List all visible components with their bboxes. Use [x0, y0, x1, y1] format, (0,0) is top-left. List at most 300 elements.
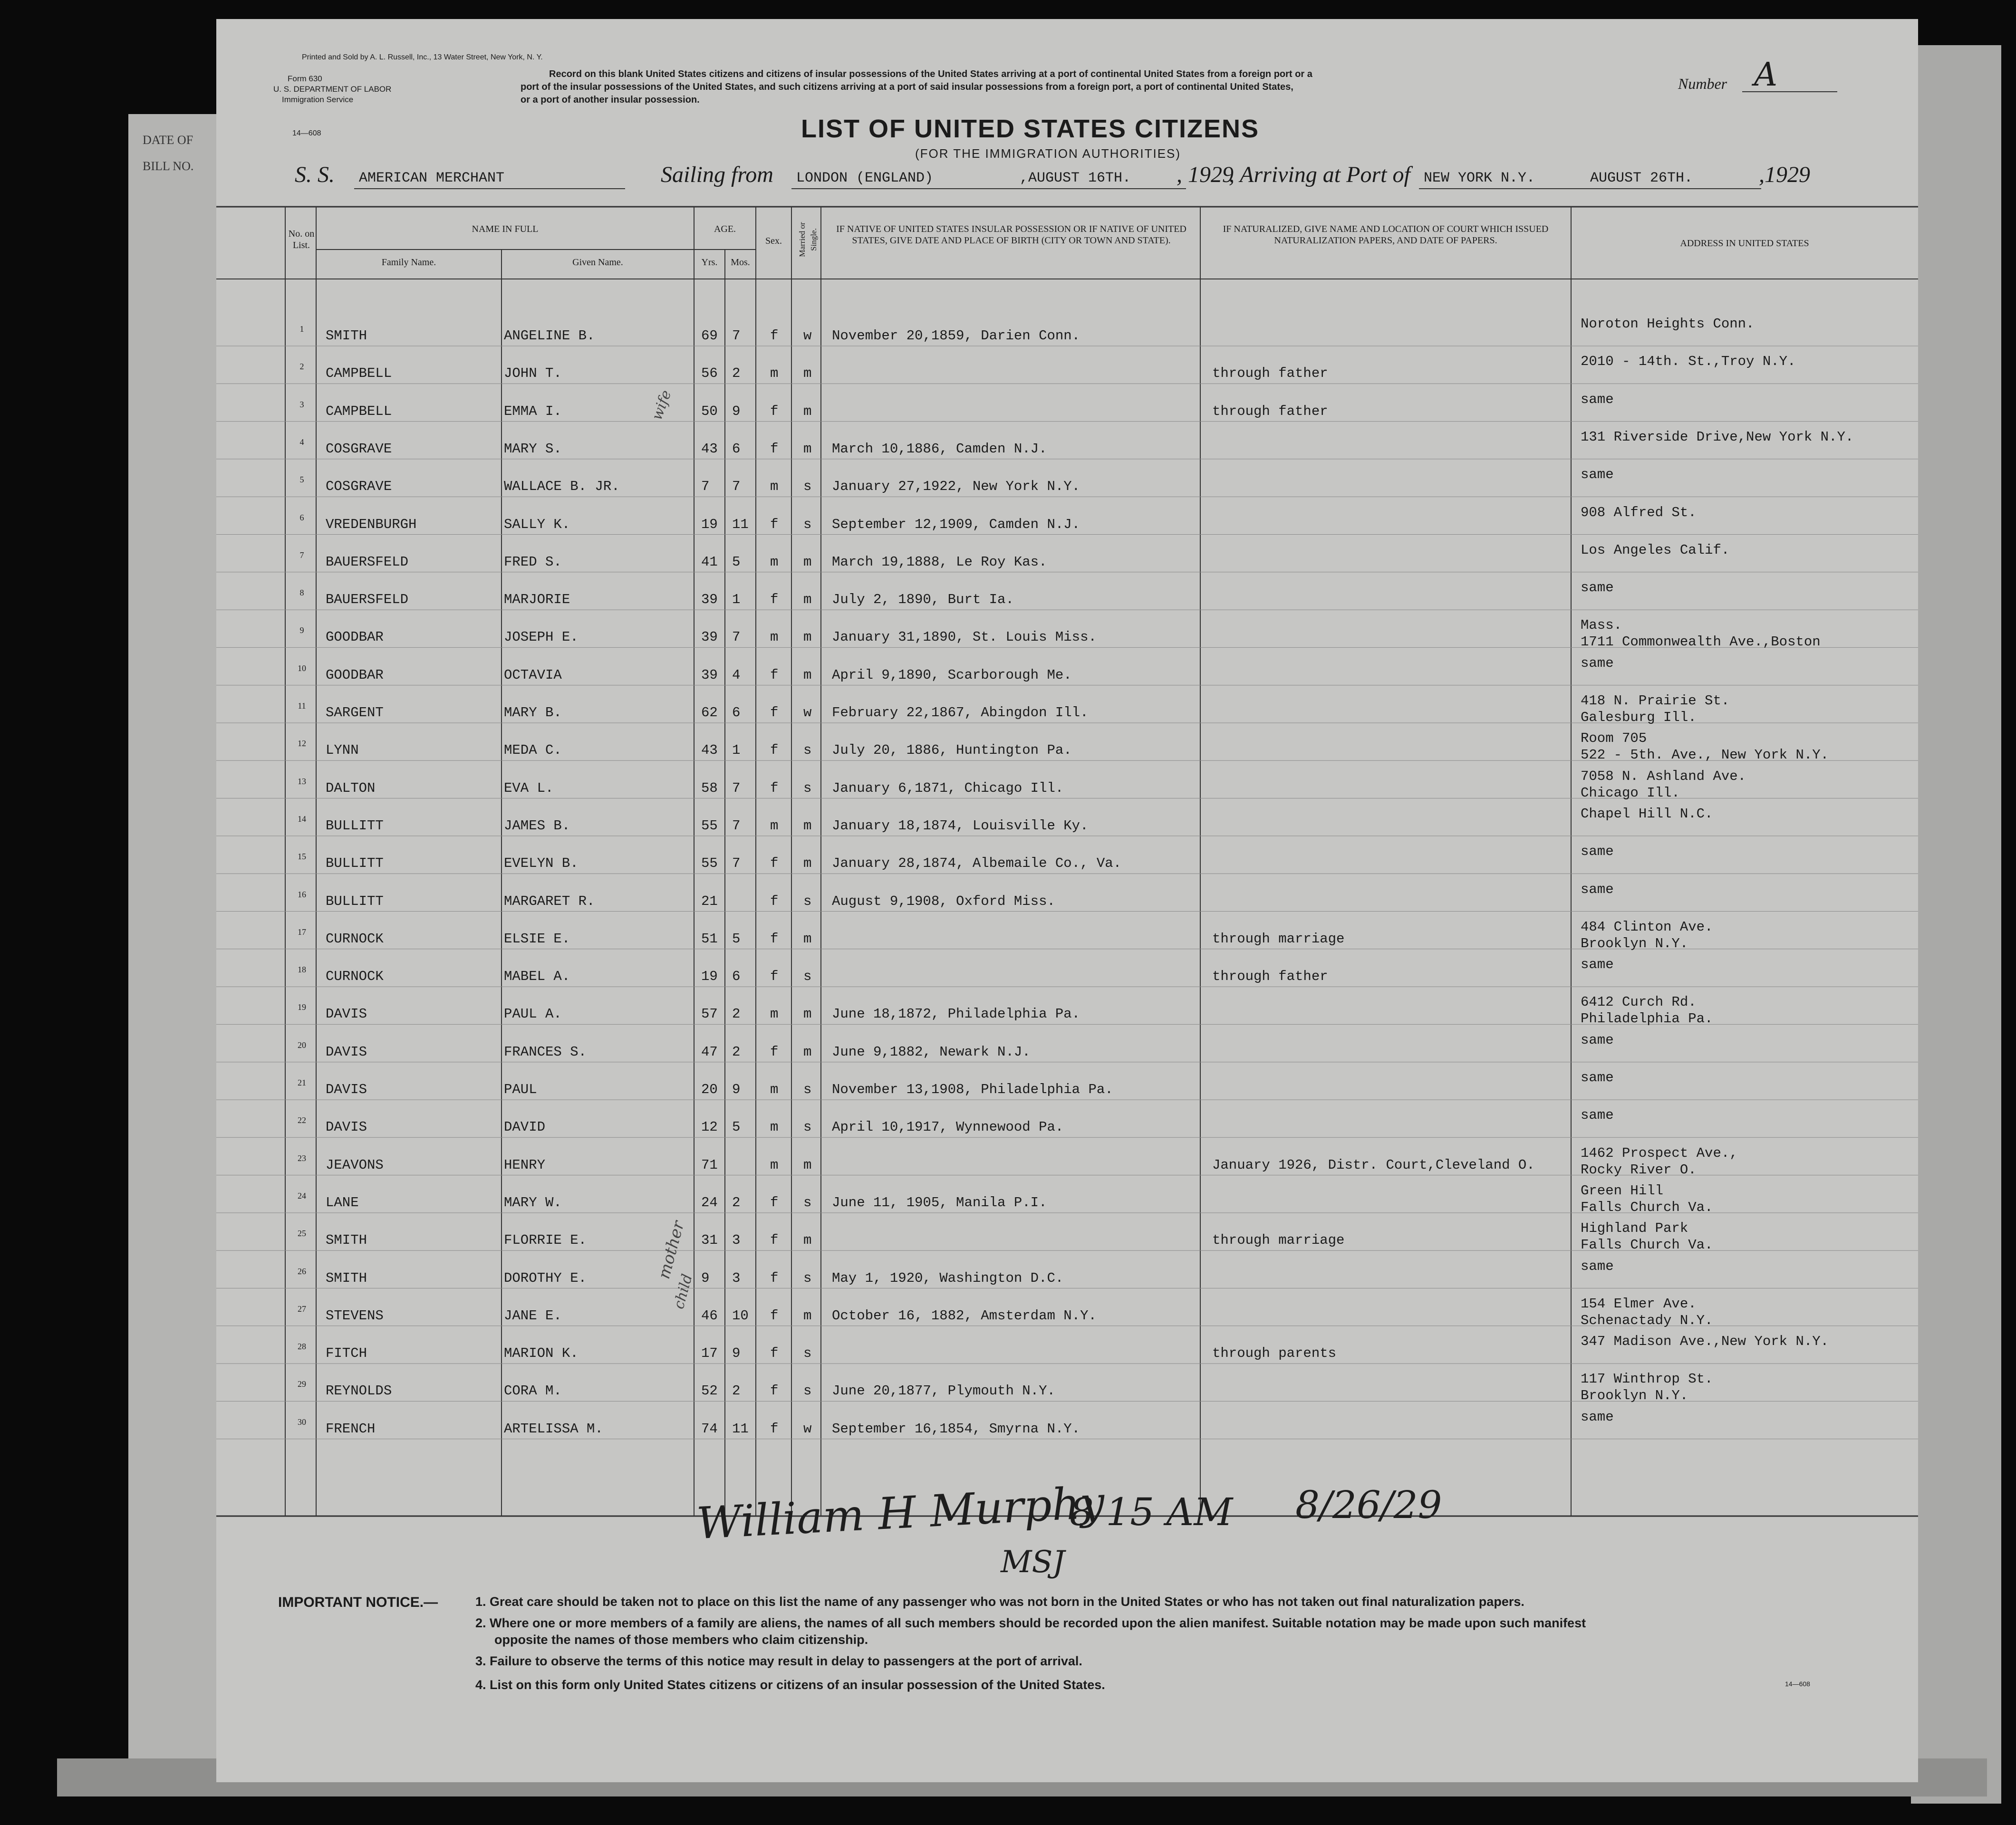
address-line-1: Mass.: [1581, 617, 1622, 634]
address-line-1: Los Angeles Calif.: [1581, 542, 1730, 558]
family-name: FITCH: [326, 1345, 367, 1362]
col-sex: Sex.: [765, 236, 782, 246]
sex: f: [770, 328, 779, 344]
birth-info: April 10,1917, Wynnewood Pa.: [832, 1119, 1064, 1135]
address-line-1: 908 Alfred St.: [1581, 504, 1697, 520]
age-months: 5: [732, 554, 741, 570]
age-years: 9: [701, 1270, 710, 1286]
sailing-from-label: Sailing from: [661, 162, 773, 187]
stub-date-label: DATE OF: [143, 133, 193, 147]
notice-item-2-cont: opposite the names of those members who claim citizenship.: [494, 1633, 868, 1647]
age-years: 39: [701, 629, 718, 645]
birth-info: January 28,1874, Albemaile Co., Va.: [832, 855, 1122, 872]
family-name: VREDENBURGH: [326, 516, 417, 532]
form-code-bottom: 14—608: [1785, 1680, 1810, 1688]
row-number: 13: [298, 776, 306, 786]
family-name: SMITH: [326, 1270, 367, 1286]
sex: f: [770, 441, 779, 457]
birth-info: June 9,1882, Newark N.J.: [832, 1044, 1031, 1060]
age-months: 7: [732, 817, 741, 834]
ship-name: AMERICAN MERCHANT: [359, 170, 505, 186]
age-months: 7: [732, 479, 741, 495]
margin-note-child: child: [670, 1272, 696, 1311]
age-years: 58: [701, 780, 718, 796]
marital-status: s: [803, 1270, 812, 1286]
naturalization: January 1926, Distr. Court,Cleveland O.: [1212, 1157, 1535, 1173]
marital-status: m: [803, 1307, 812, 1324]
given-name: EVELYN B.: [504, 855, 579, 872]
age-years: 24: [701, 1194, 718, 1210]
row-number: 16: [298, 889, 306, 899]
address-line-1: 6412 Curch Rd.: [1581, 994, 1697, 1010]
given-name: CORA M.: [504, 1383, 562, 1399]
sex: m: [770, 479, 779, 495]
marital-status: s: [803, 1345, 812, 1362]
inspector-signature: William H Murphy: [695, 1477, 1106, 1549]
marital-status: m: [803, 403, 812, 419]
notice-item-1: 1. Great care should be taken not to place on this list the name of any passenger who was not born in the United States or who has not taken out final naturalization papers.: [475, 1594, 1524, 1609]
margin-note-mother: mother: [654, 1219, 688, 1281]
age-months: 1: [732, 592, 741, 608]
given-name: MARY W.: [504, 1194, 562, 1210]
age-months: 7: [732, 328, 741, 344]
sex: f: [770, 931, 779, 947]
address-line-1: same: [1581, 1107, 1614, 1124]
instruction-line-2: port of the insular possessions of the United States, and such citizens arriving at a port of said insular possessions from a foreign port, a port of continental United States,: [521, 82, 1293, 92]
table-row: [216, 580, 1918, 629]
age-months: 7: [732, 780, 741, 796]
age-months: 7: [732, 855, 741, 872]
table-row: [216, 1409, 1918, 1459]
address-line-2: 522 - 5th. Ave., New York N.Y.: [1581, 747, 1829, 763]
age-years: 20: [701, 1082, 718, 1097]
address-line-1: 117 Winthrop St.: [1581, 1371, 1713, 1387]
table-row: [216, 1070, 1918, 1119]
age-months: 6: [732, 705, 741, 720]
row-number: 2: [299, 362, 304, 372]
age-months: 5: [732, 1119, 741, 1135]
col-married-single: Married or Single.: [798, 222, 818, 257]
sex: f: [770, 855, 779, 872]
age-months: 4: [732, 667, 741, 683]
row-number: 9: [299, 625, 304, 635]
given-name: MARY B.: [504, 705, 562, 720]
marital-status: s: [803, 1194, 812, 1210]
margin-note-wife: wife: [648, 388, 675, 423]
given-name: HENRY: [504, 1157, 546, 1173]
birth-info: January 6,1871, Chicago Ill.: [832, 780, 1064, 796]
given-name: JAMES B.: [504, 817, 570, 834]
instruction-line-3: or a port of another insular possession.: [521, 95, 700, 105]
birth-info: June 11, 1905, Manila P.I.: [832, 1194, 1047, 1210]
age-years: 43: [701, 742, 718, 759]
address-line-1: 2010 - 14th. St.,Troy N.Y.: [1581, 354, 1796, 370]
notice-item-4: 4. List on this form only United States citizens or citizens of an insular possession of the United States.: [475, 1678, 1105, 1692]
age-months: 7: [732, 629, 741, 645]
marital-status: s: [803, 479, 812, 495]
row-number: 5: [299, 475, 304, 485]
address-line-1: 418 N. Prairie St.: [1581, 693, 1730, 709]
marital-status: m: [803, 1044, 812, 1060]
row-number: 23: [298, 1153, 306, 1163]
birth-info: February 22,1867, Abingdon Ill.: [832, 705, 1089, 720]
punch-hole: [95, 1559, 114, 1578]
col-naturalized: IF NATURALIZED, GIVE NAME AND LOCATION OF COURT WHICH ISSUED NATURALIZATION PAPERS, AND DATE OF PAPERS.: [1223, 224, 1549, 246]
given-name: JOSEPH E.: [504, 629, 579, 645]
department: U. S. DEPARTMENT OF LABOR: [273, 85, 392, 94]
given-name: MARGARET R.: [504, 893, 595, 909]
form-code: 14—608: [292, 129, 321, 137]
family-name: GOODBAR: [326, 667, 384, 683]
address-line-1: 131 Riverside Drive,New York N.Y.: [1581, 429, 1854, 445]
row-number: 20: [298, 1040, 306, 1050]
age-years: 51: [701, 931, 718, 947]
given-name: FRANCES S.: [504, 1044, 587, 1060]
address-line-1: 7058 N. Ashland Ave.: [1581, 768, 1746, 784]
printer-line: Printed and Sold by A. L. Russell, Inc., 13 Water Street, New York, N. Y.: [302, 53, 543, 61]
row-number: 10: [298, 663, 306, 673]
number-label: Number: [1678, 75, 1727, 92]
birth-info: March 19,1888, Le Roy Kas.: [832, 554, 1047, 570]
birth-info: January 31,1890, St. Louis Miss.: [832, 629, 1097, 645]
given-name: MABEL A.: [504, 969, 570, 985]
address-line-2: Philadelphia Pa.: [1581, 1011, 1713, 1027]
marital-status: s: [803, 742, 812, 759]
marital-status: m: [803, 554, 812, 570]
given-name: EMMA I.: [504, 403, 562, 419]
sex: f: [770, 1270, 779, 1286]
marital-status: s: [803, 1082, 812, 1097]
birth-info: January 18,1874, Louisville Ky.: [832, 817, 1089, 834]
family-name: CURNOCK: [326, 931, 384, 947]
marital-status: s: [803, 780, 812, 796]
birth-info: September 12,1909, Camden N.J.: [832, 516, 1080, 532]
sex: f: [770, 1232, 779, 1249]
row-number: 1: [299, 324, 304, 334]
address-line-2: 1711 Commonwealth Ave.,Boston: [1581, 634, 1821, 650]
address-line-2: Schenactady N.Y.: [1581, 1312, 1713, 1328]
age-months: 2: [732, 1194, 741, 1210]
age-years: 39: [701, 667, 718, 683]
table-row: [216, 542, 1918, 592]
age-months: 3: [732, 1270, 741, 1286]
family-name: LANE: [326, 1194, 359, 1210]
ss-label: S. S.: [295, 162, 335, 187]
age-years: 7: [701, 479, 710, 495]
departure-year: , 1929: [1177, 162, 1234, 187]
address-line-1: same: [1581, 881, 1614, 897]
row-number: 21: [298, 1078, 306, 1087]
given-name: SALLY K.: [504, 516, 570, 532]
marital-status: m: [803, 855, 812, 872]
marital-status: m: [803, 931, 812, 947]
departure-date: ,AUGUST 16TH.: [1020, 170, 1131, 186]
row-number: 14: [298, 814, 306, 824]
naturalization: through parents: [1212, 1345, 1337, 1362]
marital-status: m: [803, 629, 812, 645]
birth-info: April 9,1890, Scarborough Me.: [832, 667, 1072, 683]
col-yrs: Yrs.: [701, 257, 718, 268]
number-value: A: [1754, 56, 1778, 94]
age-years: 41: [701, 554, 718, 570]
marital-status: m: [803, 441, 812, 457]
marital-status: w: [803, 1421, 812, 1437]
col-no-on-list: No. on List.: [288, 229, 315, 250]
arriving-label: , Arriving at Port of: [1229, 162, 1410, 187]
given-name: FRED S.: [504, 554, 562, 570]
sailing-from: LONDON (ENGLAND): [796, 170, 934, 186]
marital-status: m: [803, 817, 812, 834]
given-name: EVA L.: [504, 780, 554, 796]
address-line-2: Brooklyn N.Y.: [1581, 935, 1688, 951]
birth-info: November 20,1859, Darien Conn.: [832, 328, 1080, 344]
address-line-1: 484 Clinton Ave.: [1581, 919, 1713, 935]
back-sheet-edge: [1911, 45, 2001, 1804]
family-name: SMITH: [326, 1232, 367, 1249]
col-given-name: Given Name.: [572, 257, 623, 268]
address-line-1: Room 705: [1581, 730, 1647, 747]
marital-status: m: [803, 1006, 812, 1022]
age-years: 74: [701, 1421, 718, 1437]
sex: f: [770, 667, 779, 683]
manifest-sheet: [216, 19, 1918, 1782]
col-birth: IF NATIVE OF UNITED STATES INSULAR POSSESSION OR IF NATIVE OF UNITED STATES, GIVE DATE AND PLACE OF BIRTH (CITY OR TOWN AND STATE).: [836, 224, 1186, 246]
naturalization: through father: [1212, 365, 1328, 382]
family-name: CAMPBELL: [326, 403, 392, 419]
age-months: 10: [732, 1307, 749, 1324]
sex: f: [770, 742, 779, 759]
notice-item-2: 2. Where one or more members of a family are aliens, the names of all such members should be recorded upon the alien manifest. Suitable notation may be made upon such manifest: [475, 1616, 1586, 1630]
sex: m: [770, 1082, 779, 1097]
sex: f: [770, 893, 779, 909]
family-name: FRENCH: [326, 1421, 376, 1437]
address-line-1: Noroton Heights Conn.: [1581, 316, 1755, 332]
address-line-2: Falls Church Va.: [1581, 1237, 1713, 1253]
table-row: [216, 1371, 1918, 1421]
sex: f: [770, 705, 779, 720]
address-line-1: same: [1581, 1258, 1614, 1274]
address-line-1: 154 Elmer Ave.: [1581, 1296, 1697, 1312]
sex: f: [770, 1194, 779, 1210]
sex: f: [770, 1307, 779, 1324]
age-years: 39: [701, 592, 718, 608]
marital-status: w: [803, 705, 812, 720]
sex: f: [770, 592, 779, 608]
family-name: STEVENS: [326, 1307, 384, 1324]
sex: m: [770, 629, 779, 645]
table-row: [216, 429, 1918, 479]
family-name: DAVIS: [326, 1082, 367, 1097]
row-number: 6: [299, 512, 304, 522]
age-months: 11: [732, 1421, 749, 1437]
col-mos: Mos.: [731, 257, 750, 268]
page-subtitle: (FOR THE IMMIGRATION AUTHORITIES): [915, 146, 1181, 161]
age-years: 21: [701, 893, 718, 909]
family-name: COSGRAVE: [326, 441, 392, 457]
age-months: 5: [732, 931, 741, 947]
address-line-2: Rocky River O.: [1581, 1162, 1697, 1178]
sex: f: [770, 969, 779, 985]
row-number: 19: [298, 1002, 306, 1012]
inspection-time: 8 15 AM: [1070, 1490, 1233, 1534]
naturalization: through father: [1212, 403, 1328, 419]
marital-status: s: [803, 1119, 812, 1135]
age-years: 52: [701, 1383, 718, 1399]
col-address: ADDRESS IN UNITED STATES: [1680, 238, 1809, 249]
col-name-in-full: NAME IN FULL: [472, 224, 539, 234]
age-months: 6: [732, 969, 741, 985]
underlying-sheet-stub: [128, 114, 219, 1758]
row-number: 28: [298, 1342, 306, 1352]
family-name: CAMPBELL: [326, 365, 392, 382]
given-name: DAVID: [504, 1119, 546, 1135]
given-name: ANGELINE B.: [504, 328, 595, 344]
marital-status: m: [803, 365, 812, 382]
address-line-1: 1462 Prospect Ave.,: [1581, 1145, 1738, 1161]
given-name: MARION K.: [504, 1345, 579, 1362]
sex: m: [770, 365, 779, 382]
address-line-1: Highland Park: [1581, 1220, 1688, 1237]
address-line-1: same: [1581, 957, 1614, 973]
marital-status: w: [803, 328, 812, 344]
given-name: ELSIE E.: [504, 931, 570, 947]
table-row: [216, 1220, 1918, 1270]
address-line-1: same: [1581, 655, 1614, 671]
given-name: FLORRIE E.: [504, 1232, 587, 1249]
age-years: 62: [701, 705, 718, 720]
row-number: 8: [299, 588, 304, 598]
arrival-year: ,1929: [1759, 162, 1810, 187]
birth-info: June 20,1877, Plymouth N.Y.: [832, 1383, 1055, 1399]
family-name: COSGRAVE: [326, 479, 392, 495]
family-name: BULLITT: [326, 855, 384, 872]
stub-bill-label: BILL NO.: [143, 159, 194, 173]
marital-status: m: [803, 667, 812, 683]
age-months: 9: [732, 403, 741, 419]
age-years: 71: [701, 1157, 718, 1173]
birth-info: July 2, 1890, Burt Ia.: [832, 592, 1014, 608]
address-line-1: same: [1581, 467, 1614, 483]
naturalization: through father: [1212, 969, 1328, 985]
row-number: 27: [298, 1304, 306, 1314]
given-name: ARTELISSA M.: [504, 1421, 603, 1437]
family-name: DAVIS: [326, 1044, 367, 1060]
age-months: 2: [732, 1383, 741, 1399]
table-row: [216, 806, 1918, 855]
given-name: PAUL: [504, 1082, 537, 1097]
sex: f: [770, 403, 779, 419]
family-name: JEAVONS: [326, 1157, 384, 1173]
row-number: 30: [298, 1417, 306, 1427]
sex: f: [770, 1044, 779, 1060]
address-line-2: Chicago Ill.: [1581, 785, 1680, 801]
age-years: 55: [701, 855, 718, 872]
sex: f: [770, 780, 779, 796]
address-line-1: same: [1581, 844, 1614, 860]
row-number: 25: [298, 1229, 306, 1239]
address-line-1: same: [1581, 1070, 1614, 1085]
family-name: BAUERSFELD: [326, 554, 409, 570]
arrival-date: AUGUST 26TH.: [1590, 170, 1693, 186]
address-line-1: same: [1581, 1409, 1614, 1425]
age-months: 2: [732, 1006, 741, 1022]
col-family-name: Family Name.: [381, 257, 436, 268]
family-name: BULLITT: [326, 817, 384, 834]
inspection-date: 8/26/29: [1295, 1483, 1442, 1527]
age-years: 19: [701, 969, 718, 985]
given-name: MARY S.: [504, 441, 562, 457]
given-name: WALLACE B. JR.: [504, 479, 620, 495]
family-name: DALTON: [326, 780, 376, 796]
age-years: 17: [701, 1345, 718, 1362]
family-name: REYNOLDS: [326, 1383, 392, 1399]
address-line-1: same: [1581, 580, 1614, 596]
age-years: 57: [701, 1006, 718, 1022]
row-number: 22: [298, 1115, 306, 1125]
address-line-1: Chapel Hill N.C.: [1581, 806, 1713, 822]
form-number: Form 630: [288, 74, 322, 83]
table-row: [216, 919, 1918, 969]
marital-status: s: [803, 893, 812, 909]
age-months: 1: [732, 742, 741, 759]
sex: m: [770, 817, 779, 834]
address-line-2: Galesburg Ill.: [1581, 710, 1697, 725]
birth-info: March 10,1886, Camden N.J.: [832, 441, 1047, 457]
age-years: 46: [701, 1307, 718, 1324]
family-name: SMITH: [326, 328, 367, 344]
row-number: 26: [298, 1266, 306, 1276]
row-number: 12: [298, 739, 306, 749]
row-number: 4: [299, 437, 304, 447]
family-name: BULLITT: [326, 893, 384, 909]
marital-status: m: [803, 592, 812, 608]
birth-info: January 27,1922, New York N.Y.: [832, 479, 1080, 495]
row-number: 3: [299, 399, 304, 409]
row-number: 29: [298, 1379, 306, 1389]
initials: MSJ: [1001, 1545, 1065, 1580]
family-name: DAVIS: [326, 1119, 367, 1135]
address-line-2: Falls Church Va.: [1581, 1199, 1713, 1215]
birth-info: October 16, 1882, Amsterdam N.Y.: [832, 1307, 1097, 1324]
address-line-1: same: [1581, 1032, 1614, 1048]
row-number: 15: [298, 852, 306, 862]
family-name: LYNN: [326, 742, 359, 759]
sex: m: [770, 1006, 779, 1022]
age-years: 69: [701, 328, 718, 344]
naturalization: through marriage: [1212, 1232, 1345, 1249]
sex: m: [770, 1157, 779, 1173]
naturalization: through marriage: [1212, 931, 1345, 947]
age-months: 6: [732, 441, 741, 457]
family-name: DAVIS: [326, 1006, 367, 1022]
given-name: JANE E.: [504, 1307, 562, 1324]
age-years: 56: [701, 365, 718, 382]
punch-hole: [95, 1478, 114, 1497]
family-name: SARGENT: [326, 705, 384, 720]
table-row: [216, 693, 1918, 742]
marital-status: s: [803, 969, 812, 985]
family-name: GOODBAR: [326, 629, 384, 645]
family-name: CURNOCK: [326, 969, 384, 985]
marital-status: m: [803, 1232, 812, 1249]
age-years: 50: [701, 403, 718, 419]
notice-item-3: 3. Failure to observe the terms of this notice may result in delay to passengers at the port of arrival.: [475, 1654, 1082, 1668]
given-name: OCTAVIA: [504, 667, 562, 683]
sex: f: [770, 1421, 779, 1437]
given-name: MARJORIE: [504, 592, 570, 608]
marital-status: s: [803, 516, 812, 532]
age-months: 9: [732, 1345, 741, 1362]
